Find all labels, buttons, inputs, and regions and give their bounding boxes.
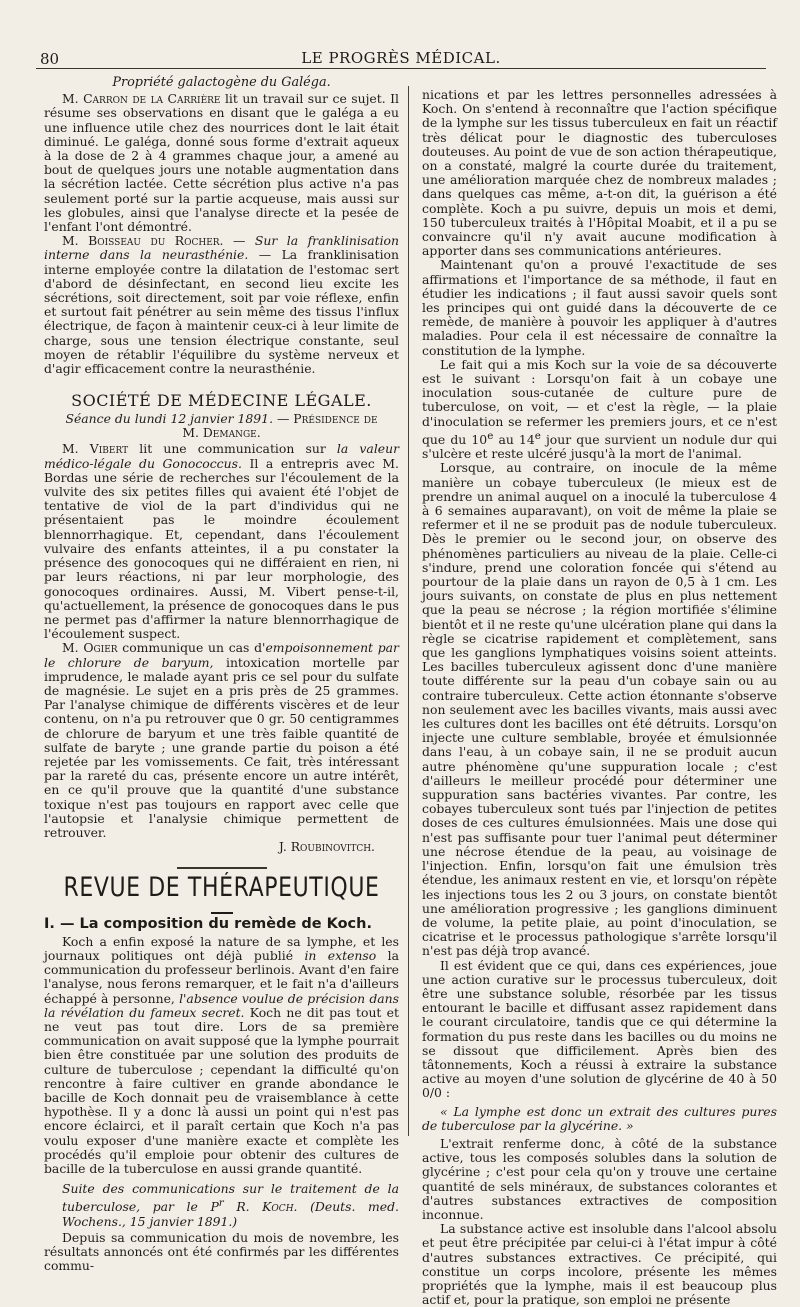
seance-presidence: — Présidence de [273, 411, 378, 427]
author-ogier: M. Ogier [62, 640, 118, 656]
paragraph-text: communique un cas d' [117, 640, 266, 656]
revue-heading: REVUE DE THÉRAPEUTIQUE [63, 873, 380, 904]
paragraph-r3 [422, 358, 777, 462]
ordinal-sup: e [487, 429, 494, 442]
article-title: I. — La composition du remède de Koch. [44, 915, 372, 932]
paragraph-ogier [44, 641, 399, 840]
ornament-divider [44, 860, 399, 872]
note-source: (Deuts. med. Wochens., 15 janvier 1891.) [62, 1199, 399, 1229]
paragraph-text: lit un travail sur ce sujet. Il résume ses observations en disant que le galéga a eu une influence utile chez des nourrices dont le lait était diminué. Le galéga, donné sous forme d'extrait aqueux à la dose de 2 à 4 grammes chaque jour, a amené au bout de quelques jours une notable augmentation dans la sécrétion lactée. Cette sécrétion plus active n'a pas seulement porté sur la partie acqueuse, mais aussi sur les globules, ainsi que l'analyse directe et la pesée de l'enfant l'ont démontré. [44, 91, 399, 235]
paragraph-text: jour que survient un nodule dur qui s'ulcère et reste ulcéré jusqu'à la mort de l'animal. [422, 432, 777, 462]
paragraph-r1: nications et par les lettres personnelles adressées à Koch. On s'entend à reconnaître que l'action spécifique de la lymphe sur les tissus tuberculeux en fait un réactif très délicat pour le diagnostic des tuberculoses douteuses. Au point de vue de son action thérapeutique, on a constaté, malgré la courte durée du traitement, une amélioration marquée chez de nombreux malades ; dans quelques cas même, a-t-on dit, la guérison a été complète. Koch a pu suivre, depuis un mois et demi, 150 tuberculeux traités à l'Hôpital Moabit, et il a pu se convaincre qu'il n'y avait aucune modification à apporter dans ses communications antérieures. [422, 87, 777, 259]
seance-president: M. Demange. [182, 425, 261, 441]
section-subtitle-galega: Propriété galactogène du Galéga. [112, 75, 331, 90]
paragraph-vibert [44, 442, 399, 641]
author-carriere: M. Carron de la Carrière [62, 91, 221, 107]
right-column [422, 88, 777, 1307]
journal-title: LE PROGRÈS MÉDICAL. [301, 49, 501, 67]
author-boisseau: M. Boisseau du Rocher. [62, 233, 224, 249]
paragraph-text: au 14 [493, 432, 535, 447]
ordinal-sup: e [534, 429, 541, 442]
paragraph-text: — La franklinisation interne employée contre la dilatation de l'estomac sert d'abord de désinfectant, en second lieu excite les sécrétions, soit directement, soit par voie réflexe, enfin et surtout fait pénétrer au sein même des tissus l'influx électrique, de façon à maintenir ceux-ci à leur limite de charge, sous une tension électrique constante, seul moyen de rétablir l'équilibre du système nerveux et d'agir efficacement contre la neurasthénie. [44, 247, 399, 377]
paragraph-text: Il a entrepris avec M. Bordas une série de recherches sur l'écoulement de la vulvite des six petites filles qui avaient été l'objet de tentative de viol de la part d'individus qui ne présentaient pas le moindre écoulement blennorrhagique. Et, cependant, dans l'écoulement vulvaire des enfants atteintes, il a pu constater la présence des gonocoques qui ne différaient en rien, ni par leurs réactions, ni par leur morphologie, des gonocoques ordinaires. Aussi, M. Vibert pense-t-il, qu'actuellement, la présence de gonocoques dans le pus ne permet pas d'affirmer la nature blennorrhagique de l'écoulement suspect. [44, 455, 399, 642]
note-text: Suite des communications sur le traitement de la tuberculose, par le P [62, 1181, 399, 1215]
paragraph-text: intoxication mortelle par imprudence, le malade ayant pris ce sel pour du sulfate de magnésie. Le sujet en a pris près de 25 grammes. Par l'analyse chimique de différents viscères et de leur contenu, on n'a pu retrouver que 0 gr. 50 centigrammes de chlorure de baryum et une très faible quantité de sulfate de baryte ; une grande partie du poison a été rejetée par les vomissements. Ce fait, très intéressant par la rareté du cas, présente encore un autre intérêt, en ce qu'il prouve que la quantité d'une substance toxique n'est pas toujours en rapport avec celle que l'autopsie et l'analysie chimique permettent de retrouver. [44, 654, 399, 840]
paragraph-r8: La substance active est insoluble dans l'alcool absolu et peut être précipitée par celui-ci à l'état impur à côté d'autres substances extractives. Ce précipité, qui constitue un corps incolore, présente les mêmes propriétés que la lymphe, mais il est beaucoup plus actif et, pour la pratique, son emploi ne présente [422, 1221, 777, 1307]
column-divider [408, 86, 409, 1136]
seance-line [44, 412, 399, 440]
society-heading: SOCIÉTÉ DE MÉDECINE LÉGALE. [71, 391, 372, 411]
lymph-quote: « La lymphe est donc un extrait des cultures pures de tuberculose par la glycérine. » [422, 1103, 777, 1133]
emphasis: l'absence voulue de précision dans la révélation du fameux secret. [44, 990, 399, 1020]
heading-dash [44, 903, 399, 913]
paragraph-boisseau [44, 234, 399, 376]
note-sup: r [218, 1197, 224, 1210]
paragraph-carriere [44, 92, 399, 234]
communication-title: Sur la franklinisation interne dans la neurasthénie. [44, 233, 399, 263]
running-header [36, 44, 766, 69]
emphasis: in extenso [304, 947, 377, 963]
paragraph-text: Koch ne dit pas tout et ne veut pas tout dire. Lors de sa première communication on avait supposé que la lymphe pourrait bien être constituée par une solution des produits de culture de tuberculose ; cependant la difficulté qu'on rencontre à faire cultiver en grande abondance le bacille de Koch donnait peu de vraisemblance à cette hypothèse. Il y a donc là aussi un point qui n'est pas encore éclairci, et il paraît certain que Koch n'a pas voulu exposer d'une manière exacte et complète les procédés qu'il emploie pour obtenir des cultures de bacille de la tuberculose en aussi grande quantité. [44, 1004, 399, 1177]
note-author: R. Koch. [223, 1199, 298, 1215]
communication-title: la valeur médico-légale du Gonococcus. [44, 441, 400, 471]
paragraph-text: Le fait qui a mis Koch sur la voie de sa découverte est le suivant : Lorsqu'on fait à un cobaye une inoculation sous-cutanée de culture pure de tuberculose, on voit, — et c'est la règle, — la plaie d'inoculation se refermer les premiers jours, et ce n'est que du 10 [422, 356, 777, 447]
paragraph-depuis: Depuis sa communication du mois de novembre, les résultats annoncés ont été confirmés par les différentes commu- [44, 1229, 399, 1274]
page-number: 80 [40, 50, 60, 68]
paragraph-text: lit une communication sur [128, 441, 337, 457]
paragraph-r2: Maintenant qu'on a prouvé l'exactitude de ses affirmations et l'importance de sa méthode, il faut en étudier les indications ; il faut aussi savoir quels sont les principes qui ont guidé dans la découverte de ce remède, de manière à pouvoir les appliquer à d'autres maladies. Pour cela il est nécessaire de connaître la constitution de la lymphe. [422, 257, 777, 358]
seance-date: Séance du lundi 12 janvier 1891. [65, 411, 274, 427]
paragraph-r4: Lorsque, au contraire, on inocule de la même manière un cobaye tuberculeux (le mieux est de prendre un animal auquel on a inoculé la tuberculose 4 à 6 semaines auparavant), on voit de même la plaie se refermer et il ne se produit pas de nodule tuberculeux. Dès le premier ou le second jour, on observe des phénomènes particuliers au niveau de la plaie. Celle-ci s'indure, prend une coloration foncée qui s'étend au pourtour de la plaie dans un rayon de 0,5 à 1 cm. Les jours suivants, on constate de plus en plus nettement que la peau se nécrose ; la région mortifiée s'élimine bientôt et il ne reste qu'une ulcération plane qui dans la règle se cicatrise rapidement et complètement, sans que les ganglions lymphatiques voisins soient atteints. Les bacilles tuberculeux agissent donc d'une manière toute différente sur la peau d'un cobaye sain ou au contraire tuberculeux. Cette action étonnante s'observe non seulement avec les bacilles vivants, mais aussi avec les cultures dont les bacilles ont été détruits. Lorsqu'on injecte une culture semblable, broyée et émulsionnée dans l'eau, à un cobaye sain, il ne se produit aucun autre phénomène qu'une suppuration locale ; c'est d'ailleurs le meilleur procédé pour déterminer une suppuration sans bactéries vivantes. Par contre, les cobayes tuberculeux sont tués par l'injection de petites doses de ces cultures émulsionnées. Mais une dose qui n'est pas suffisante pour tuer l'animal peut déterminer une nécrose étendue de la peau, au voisinage de l'injection. Enfin, lorsqu'on fait une émulsion très étendue, les animaux restent en vie, et lorsqu'on répète les injections tous les 2 ou 3 jours, on constate bientôt une amélioration progressive ; les ganglions diminuent de volume, la petite plaie, au point d'inoculation, se cicatrise et le processus pathologique s'arrête lorsqu'il n'est pas déjà trop avancé. [422, 460, 777, 959]
left-column [44, 74, 399, 1274]
paragraph-r5: Il est évident que ce qui, dans ces expériences, joue une action curative sur le processus tuberculeux, doit être une substance soluble, résorbée par les tissus entourant le bacille et diffusant assez rapidement dans le courant circulatoire, tandis que ce qui détermine la formation du pus reste dans les bacilles ou du moins ne se dissout que difficilement. Après bien des tâtonnements, Koch a réussi à extraire la substance active au moyen d'une solution de glycérine de 40 à 50 0/0 : [422, 957, 777, 1101]
reference-note [44, 1182, 399, 1229]
paragraph-koch-intro [44, 935, 399, 1176]
separator: — [223, 233, 255, 249]
paragraph-text: la communication du professeur berlinois. Avant d'en faire l'analyse, nous ferons remarquer, et le fait n'a d'ailleurs échappé à personne, [44, 947, 399, 1006]
paragraph-text: Koch a enfin exposé la nature de sa lymphe, et les journaux politiques ont déjà publié [44, 933, 399, 963]
paragraph-r7: L'extrait renferme donc, à côté de la substance active, tous les composés solubles dans la solution de glycérine ; c'est pour cela qu'on y trouve une certaine quantité de sels minéraux, de substances colorantes et d'autres substances extractives de composition inconnue. [422, 1135, 777, 1222]
communication-title: empoisonnement par le chlorure de baryum, [44, 640, 399, 670]
author-vibert: M. Vibert [62, 441, 129, 457]
signature: J. Roubinovitch. [278, 839, 375, 855]
